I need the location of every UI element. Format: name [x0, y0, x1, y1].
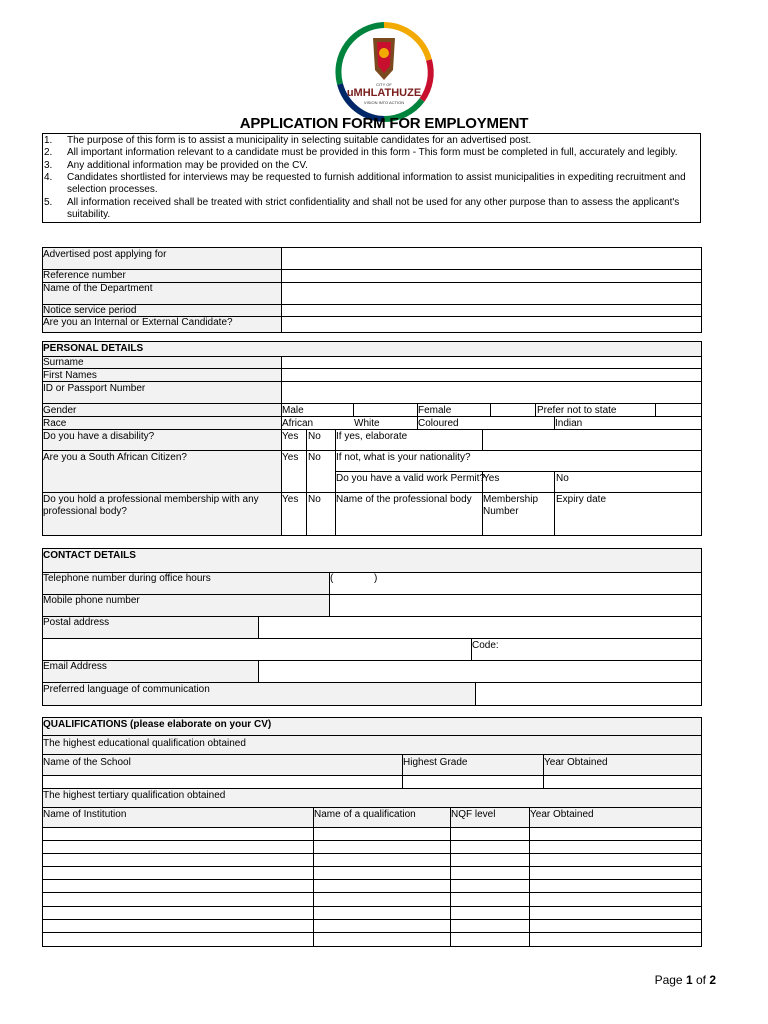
- instruction-text: The purpose of this form is to assist a municipality in selecting suitable candidates for an advertised post.: [67, 135, 532, 146]
- mobile-phone-field[interactable]: [330, 595, 701, 616]
- gender-label: Gender: [43, 405, 77, 416]
- instruction-text: All information received shall be treated with strict confidentiality and shall not be used for any other purpose than to assess the applicant's: [67, 197, 680, 208]
- reference-number-label: Reference number: [43, 270, 126, 281]
- instruction-number: 2.: [44, 147, 53, 158]
- membership-question-line2: professional body?: [43, 506, 127, 517]
- contact-details-header: CONTACT DETAILS: [43, 550, 136, 561]
- school-name-header: Name of the School: [43, 757, 131, 768]
- disability-yes-option[interactable]: Yes: [282, 431, 299, 442]
- school-year-header: Year Obtained: [544, 757, 608, 768]
- logo-tagline: VISION INTO ACTION: [363, 100, 405, 105]
- disability-no-option[interactable]: No: [308, 431, 321, 442]
- citizen-no-option[interactable]: No: [308, 452, 321, 463]
- race-african-option[interactable]: African: [282, 418, 314, 429]
- first-names-field[interactable]: [282, 369, 701, 381]
- instruction-number: 3.: [44, 160, 53, 171]
- membership-no-option[interactable]: No: [308, 494, 321, 505]
- gender-prefer-not-option[interactable]: Prefer not to state: [537, 405, 617, 416]
- surname-field[interactable]: [282, 357, 701, 368]
- postal-address-field[interactable]: [259, 617, 701, 660]
- department-label: Name of the Department: [43, 283, 153, 294]
- postal-code-label: Code:: [472, 640, 499, 651]
- department-field[interactable]: [282, 283, 701, 304]
- tertiary-rows[interactable]: [43, 828, 701, 946]
- logo-top-text: CITY OF: [376, 82, 392, 87]
- work-permit-yes-option[interactable]: Yes: [483, 473, 500, 484]
- professional-body-label: Name of the professional body: [336, 494, 472, 505]
- race-indian-option[interactable]: Indian: [555, 418, 583, 429]
- candidate-type-field[interactable]: [282, 317, 701, 332]
- logo-name: uMHLATHUZE: [346, 87, 422, 99]
- highest-tertiary-label: The highest tertiary qualification obtained: [43, 790, 226, 801]
- qualification-name-header: Name of a qualification: [314, 809, 416, 820]
- disability-elaborate-label: If yes, elaborate: [336, 431, 408, 442]
- mobile-phone-label: Mobile phone number: [43, 595, 140, 606]
- race-white-option[interactable]: White: [354, 418, 380, 429]
- instruction-text: All important information relevant to a candidate must be provided in this form - This form must be completed in full, accurately and legibly.: [67, 147, 678, 158]
- id-number-label: ID or Passport Number: [43, 383, 146, 394]
- school-row[interactable]: [43, 776, 701, 788]
- first-names-label: First Names: [43, 370, 97, 381]
- instruction-text: suitability.: [67, 209, 111, 220]
- highest-grade-header: Highest Grade: [403, 757, 468, 768]
- email-address-label: Email Address: [43, 661, 107, 672]
- page-title: APPLICATION FORM FOR EMPLOYMENT: [239, 115, 529, 132]
- work-permit-label: Do you have a valid work Permit?: [336, 473, 485, 484]
- page-of: of: [692, 973, 710, 987]
- instruction-text: Candidates shortlisted for interviews may be requested to furnish additional information to assist municipalities in expediting recruitment and: [67, 172, 686, 183]
- disability-label: Do you have a disability?: [43, 431, 155, 442]
- disability-elaborate-field[interactable]: [483, 430, 701, 450]
- notice-period-label: Notice service period: [43, 305, 137, 316]
- notice-period-field[interactable]: [282, 305, 701, 316]
- citizen-yes-option[interactable]: Yes: [282, 452, 299, 463]
- qualifications-header: [43, 719, 271, 730]
- work-permit-no-option[interactable]: No: [556, 473, 569, 484]
- institution-header: Name of Institution: [43, 809, 127, 820]
- area-code-close-paren: ): [374, 573, 378, 584]
- citizen-label: Are you a South African Citizen?: [43, 452, 187, 463]
- id-number-field[interactable]: [282, 382, 701, 403]
- page-label: Page: [654, 973, 686, 987]
- membership-number-label-line2: Number: [483, 506, 519, 517]
- highest-education-label: The highest educational qualification obtained: [43, 738, 246, 749]
- office-phone-field[interactable]: [330, 573, 701, 594]
- area-code-open-paren: (: [330, 573, 334, 584]
- qualifications-header-note: (please elaborate on your CV): [127, 719, 272, 730]
- office-phone-label: Telephone number during office hours: [43, 573, 211, 584]
- race-label: Race: [43, 418, 67, 429]
- race-coloured-option[interactable]: Coloured: [418, 418, 459, 429]
- membership-number-label-line1: Membership: [483, 494, 539, 505]
- expiry-date-label: Expiry date: [556, 494, 607, 505]
- advertised-post-label: Advertised post applying for: [43, 249, 167, 260]
- qualifications-header-bold: QUALIFICATIONS: [43, 719, 128, 730]
- membership-yes-option[interactable]: Yes: [282, 494, 299, 505]
- gender-male-option[interactable]: Male: [282, 405, 304, 416]
- nqf-level-header: NQF level: [451, 809, 496, 820]
- advertised-post-field[interactable]: [282, 248, 701, 269]
- postal-address-label: Postal address: [43, 617, 110, 628]
- instruction-number: 5.: [44, 197, 53, 208]
- instruction-text: Any additional information may be provided on the CV.: [67, 160, 308, 171]
- page-total: 2: [709, 973, 716, 987]
- instruction-number: 4.: [44, 172, 53, 183]
- personal-details-header: PERSONAL DETAILS: [43, 343, 144, 354]
- nationality-field[interactable]: [483, 451, 701, 471]
- tertiary-year-header: Year Obtained: [530, 809, 594, 820]
- candidate-type-label: Are you an Internal or External Candidate?: [43, 317, 233, 328]
- page-current: 1: [685, 973, 693, 987]
- instruction-text: selection processes.: [67, 184, 158, 195]
- surname-label: Surname: [43, 357, 84, 368]
- gender-female-option[interactable]: Female: [418, 405, 452, 416]
- preferred-language-label: Preferred language of communication: [43, 684, 210, 695]
- page-number: [655, 973, 716, 987]
- email-address-field[interactable]: [259, 661, 701, 682]
- instruction-number: 1.: [44, 135, 53, 146]
- preferred-language-field[interactable]: [476, 683, 701, 705]
- reference-number-field[interactable]: [282, 270, 701, 282]
- nationality-label: If not, what is your nationality?: [336, 452, 471, 463]
- membership-question-line1: Do you hold a professional membership with any: [43, 494, 259, 505]
